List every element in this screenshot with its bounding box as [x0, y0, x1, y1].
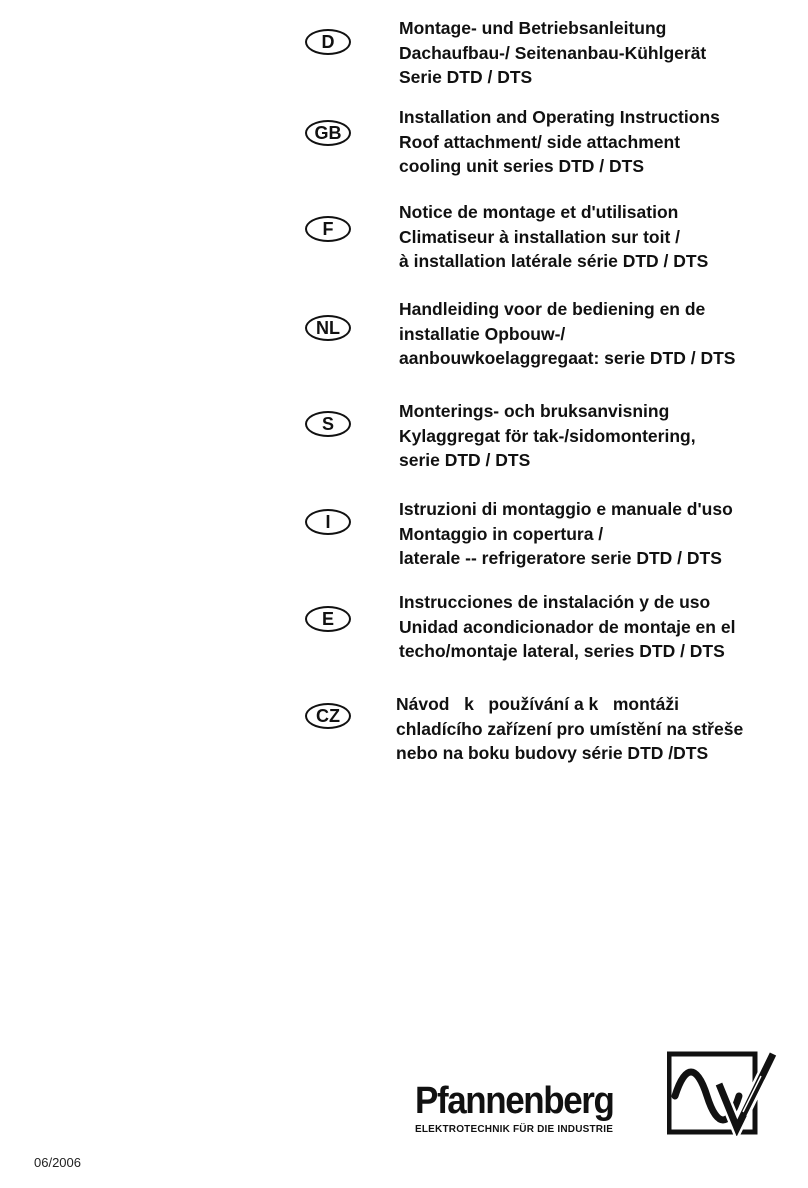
title-line: cooling unit series DTD / DTS — [399, 156, 645, 176]
language-badge-it: I — [305, 509, 351, 535]
title-line: Istruzioni di montaggio e manuale d'uso — [399, 499, 733, 519]
section-title-se — [399, 399, 799, 473]
language-badge-nl: NL — [305, 315, 351, 341]
section-title-es — [399, 590, 799, 664]
publication-date: 06/2006 — [34, 1155, 81, 1170]
section-title-nl — [399, 297, 799, 371]
pfannenberg-logo — [415, 1050, 780, 1140]
logo-brand-name: Pfannenberg — [415, 1080, 614, 1122]
language-badge-fr: F — [305, 216, 351, 242]
title-line: Serie DTD / DTS — [399, 67, 533, 87]
section-title-de — [399, 16, 799, 90]
title-line: installatie Opbouw-/ — [399, 323, 566, 344]
title-line: chladícího zařízení pro umístění na střeše — [396, 718, 744, 739]
title-line: Montage- und Betriebsanleitung — [399, 18, 667, 38]
title-line: nebo na boku budovy série DTD /DTS — [396, 743, 709, 763]
title-line: laterale -- refrigeratore serie DTD / DTS — [399, 548, 722, 568]
title-line: Unidad acondicionador de montaje en el — [399, 616, 736, 637]
section-title-gb — [399, 105, 799, 179]
logo-tagline: ELEKTROTECHNIK FÜR DIE INDUSTRIE — [415, 1124, 614, 1135]
title-line: Kylaggregat för tak-/sidomontering, — [399, 425, 696, 446]
title-line: techo/montaje lateral, series DTD / DTS — [399, 641, 725, 661]
language-badge-cz: CZ — [305, 703, 351, 729]
title-line: Roof attachment/ side attachment — [399, 131, 681, 152]
language-badge-es: E — [305, 606, 351, 632]
title-line: Návod k používání a k montáži — [396, 694, 679, 714]
language-badge-se: S — [305, 411, 351, 437]
language-badge-de: D — [305, 29, 351, 55]
title-line: Dachaufbau-/ Seitenanbau-Kühlgerät — [399, 42, 707, 63]
title-line: Instrucciones de instalación y de uso — [399, 592, 711, 612]
section-title-it — [399, 497, 799, 571]
title-line: aanbouwkoelaggregaat: serie DTD / DTS — [399, 348, 736, 368]
title-line: Monterings- och bruksanvisning — [399, 401, 670, 421]
title-line: Notice de montage et d'utilisation — [399, 202, 679, 222]
title-line: serie DTD / DTS — [399, 450, 531, 470]
title-line: Climatiseur à installation sur toit / — [399, 226, 681, 247]
section-title-fr — [399, 200, 799, 274]
title-line: Installation and Operating Instructions — [399, 107, 720, 127]
title-line: à installation latérale série DTD / DTS — [399, 251, 709, 271]
title-line: Handleiding voor de bediening en de — [399, 299, 706, 319]
section-title-cz — [396, 692, 796, 766]
language-badge-gb: GB — [305, 120, 351, 146]
pfannenberg-wave-check-icon — [667, 1050, 777, 1136]
title-line: Montaggio in copertura / — [399, 523, 604, 544]
